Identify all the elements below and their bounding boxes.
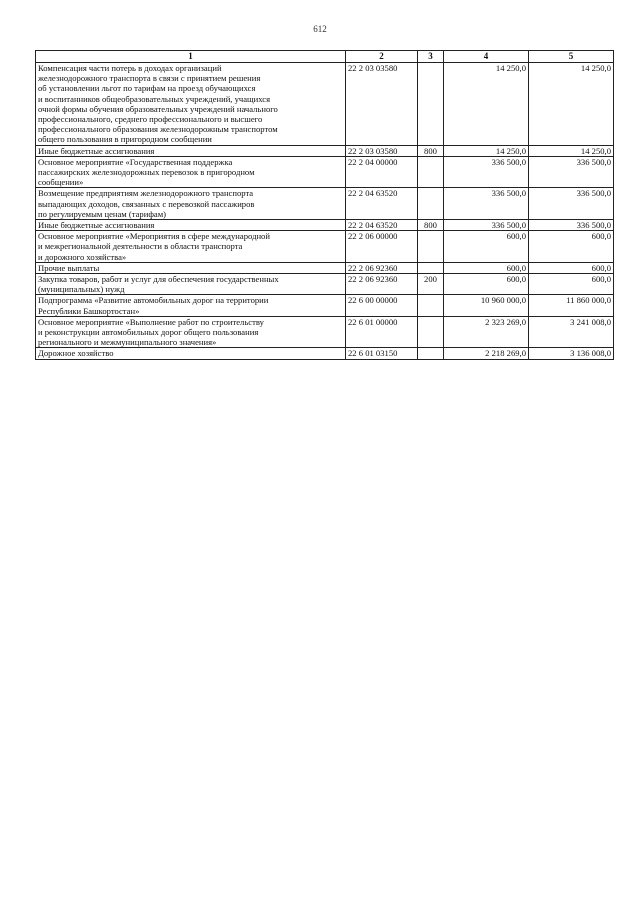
row-expense-type-cell [418, 156, 444, 188]
table-row [36, 231, 614, 263]
row-amount-2-cell: 600,0 [529, 262, 614, 273]
row-expense-type-cell: 800 [418, 145, 444, 156]
table-body [36, 63, 614, 360]
row-amount-2-cell: 3 136 008,0 [529, 348, 614, 359]
column-header-type: 3 [418, 51, 444, 63]
row-name-cell: Основное мероприятие «Государственная поддержка пассажирских железнодорожных перевозок в пригородном сообщении» [36, 156, 346, 188]
row-code-cell: 22 2 06 92360 [346, 274, 418, 295]
row-amount-2-cell: 600,0 [529, 274, 614, 295]
row-name-cell: Иные бюджетные ассигнования [36, 220, 346, 231]
row-amount-2-cell: 336 500,0 [529, 188, 614, 220]
row-amount-1-cell: 14 250,0 [444, 63, 529, 146]
column-header-value-1: 4 [444, 51, 529, 63]
row-expense-type-cell: 200 [418, 274, 444, 295]
row-amount-2-cell: 11 860 000,0 [529, 295, 614, 316]
row-code-cell: 22 2 03 03580 [346, 63, 418, 146]
row-amount-1-cell: 10 960 000,0 [444, 295, 529, 316]
row-amount-1-cell: 600,0 [444, 231, 529, 263]
row-amount-2-cell: 336 500,0 [529, 156, 614, 188]
table-row [36, 348, 614, 359]
row-expense-type-cell: 800 [418, 220, 444, 231]
row-amount-2-cell: 336 500,0 [529, 220, 614, 231]
row-expense-type-cell [418, 188, 444, 220]
table-row [36, 63, 614, 146]
row-code-cell: 22 2 03 03580 [346, 145, 418, 156]
table-header-row [36, 51, 614, 63]
row-code-cell: 22 2 04 63520 [346, 220, 418, 231]
column-header-value-2: 5 [529, 51, 614, 63]
row-expense-type-cell [418, 348, 444, 359]
row-amount-2-cell: 600,0 [529, 231, 614, 263]
table-row [36, 188, 614, 220]
row-expense-type-cell [418, 316, 444, 348]
row-amount-1-cell: 336 500,0 [444, 220, 529, 231]
table-row [36, 274, 614, 295]
column-header-code: 2 [346, 51, 418, 63]
row-code-cell: 22 2 06 00000 [346, 231, 418, 263]
row-name-cell: Прочие выплаты [36, 262, 346, 273]
table-row [36, 156, 614, 188]
row-amount-1-cell: 600,0 [444, 262, 529, 273]
row-code-cell: 22 6 01 03150 [346, 348, 418, 359]
row-amount-1-cell: 336 500,0 [444, 156, 529, 188]
page-number: 612 [313, 24, 327, 34]
row-amount-1-cell: 336 500,0 [444, 188, 529, 220]
table-row [36, 262, 614, 273]
row-name-cell: Закупка товаров, работ и услуг для обеспечения государственных (муниципальных) нужд [36, 274, 346, 295]
row-amount-1-cell: 2 218 269,0 [444, 348, 529, 359]
row-name-cell: Подпрограмма «Развитие автомобильных дорог на территории Республики Башкортостан» [36, 295, 346, 316]
row-code-cell: 22 6 01 00000 [346, 316, 418, 348]
row-code-cell: 22 2 04 63520 [346, 188, 418, 220]
row-amount-2-cell: 3 241 008,0 [529, 316, 614, 348]
row-expense-type-cell [418, 262, 444, 273]
row-expense-type-cell [418, 63, 444, 146]
row-code-cell: 22 2 06 92360 [346, 262, 418, 273]
table-row [36, 295, 614, 316]
column-header-name: 1 [36, 51, 346, 63]
row-name-cell: Основное мероприятие «Мероприятия в сфере международной и межрегиональной деятельности в области транспорта и дорожного хозяйства» [36, 231, 346, 263]
row-expense-type-cell [418, 295, 444, 316]
row-name-cell: Дорожное хозяйство [36, 348, 346, 359]
budget-table [35, 50, 614, 360]
row-amount-1-cell: 14 250,0 [444, 145, 529, 156]
table-row [36, 145, 614, 156]
table-row [36, 316, 614, 348]
row-name-cell: Возмещение предприятиям железнодорожного транспорта выпадающих доходов, связанных с перевозкой пассажиров по регулируемым ценам (тарифам) [36, 188, 346, 220]
row-code-cell: 22 6 00 00000 [346, 295, 418, 316]
row-amount-2-cell: 14 250,0 [529, 63, 614, 146]
row-amount-2-cell: 14 250,0 [529, 145, 614, 156]
row-name-cell: Компенсация части потерь в доходах организаций железнодорожного транспорта в связи с принятием решения об установлении льгот по тарифам на проезд обучающихся и воспитанников общеобразовательных учреждений, учащихся очной формы обучения образовательных учреждений начального профессионального, среднего профессионального и высшего профессионального образования железнодорожным транспортом общего пользования в пригородном сообщении [36, 63, 346, 146]
row-name-cell: Иные бюджетные ассигнования [36, 145, 346, 156]
table-row [36, 220, 614, 231]
row-amount-1-cell: 2 323 269,0 [444, 316, 529, 348]
row-amount-1-cell: 600,0 [444, 274, 529, 295]
row-name-cell: Основное мероприятие «Выполнение работ по строительству и реконструкции автомобильных дорог общего пользования регионального и межмуниципального значения» [36, 316, 346, 348]
row-code-cell: 22 2 04 00000 [346, 156, 418, 188]
row-expense-type-cell [418, 231, 444, 263]
